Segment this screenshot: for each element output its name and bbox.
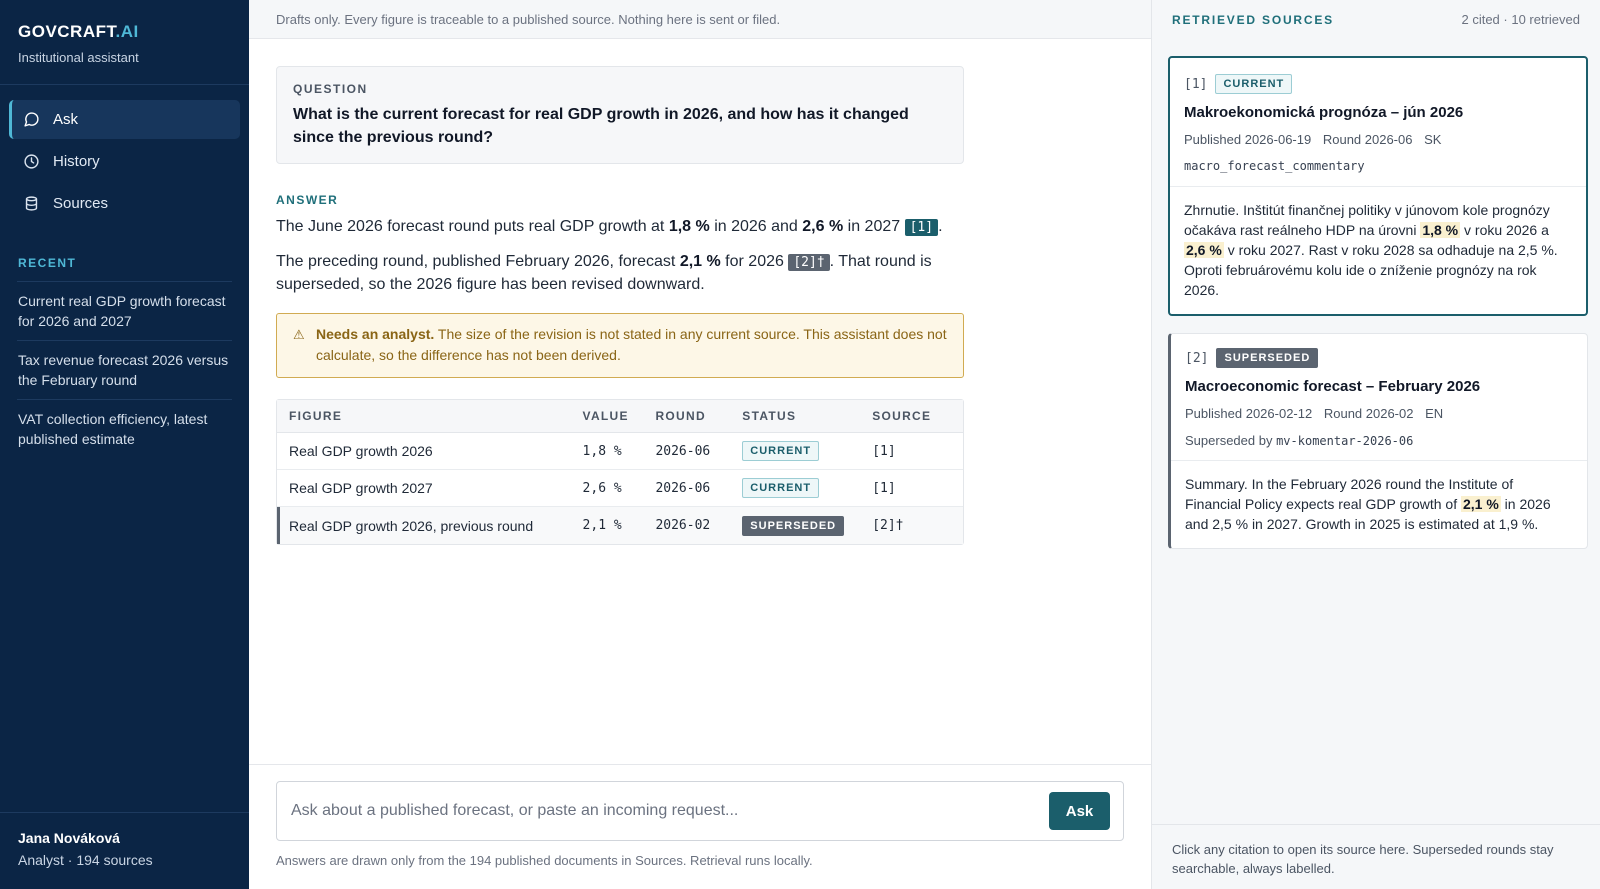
recent-item[interactable]: Tax revenue forecast 2026 versus the February round <box>17 340 232 399</box>
figures-table <box>276 399 964 545</box>
table-header-row <box>277 400 963 433</box>
sources-count: 2 cited · 10 retrieved <box>1461 12 1580 27</box>
value-cell: 2,6 % <box>571 470 644 507</box>
highlight: 2,6 % <box>1186 242 1222 258</box>
figure-cell: Real GDP growth 2027 <box>277 470 571 507</box>
status-cell <box>730 433 860 470</box>
question-input[interactable] <box>291 802 1049 820</box>
value-cell: 2,1 % <box>571 507 644 544</box>
brand <box>0 0 249 85</box>
main-panel <box>249 0 1151 889</box>
column-header: ROUND <box>643 400 730 433</box>
source-link[interactable]: [1] <box>860 433 963 470</box>
answer-value: 2,1 % <box>679 253 721 270</box>
composer-box <box>276 781 1124 841</box>
source-number: [2] <box>1185 350 1209 366</box>
sources-title: RETRIEVED SOURCES <box>1172 12 1334 27</box>
published-date: Published 2026-06-19 <box>1184 132 1312 147</box>
published-date: Published 2026-02-12 <box>1185 406 1313 421</box>
database-icon <box>23 195 40 212</box>
recent-list <box>0 281 249 458</box>
column-header: FIGURE <box>277 400 571 433</box>
source-card-header <box>1170 58 1586 187</box>
language-label: SK <box>1424 132 1442 147</box>
round-label: Round 2026-06 <box>1322 132 1413 147</box>
nav-item-label: Ask <box>53 111 79 128</box>
document-type: macro_forecast_commentary <box>1184 159 1365 173</box>
source-card-2[interactable] <box>1168 333 1588 549</box>
superseded-by-link[interactable]: mv-komentar-2026-06 <box>1276 434 1414 448</box>
recent-heading: RECENT <box>18 256 77 270</box>
question-box <box>276 66 964 164</box>
source-excerpt: Zhrnutie. Inštitút finančnej politiky v júnovom kole prognózy očakáva rast reálneho HDP na úrovni 1,8 % v roku 2026 a 2,6 % v roku 2027. Rast v roku 2028 sa odhaduje na 2,5 %. Oproti februárovému kolu ide o zníženie prognózy na rok 2026. <box>1184 202 1558 298</box>
source-card-header <box>1171 334 1587 461</box>
status-badge: SUPERSEDED <box>1216 348 1318 368</box>
highlight: 1,8 % <box>1422 222 1459 238</box>
user-profile[interactable] <box>0 812 249 889</box>
source-excerpt: Summary. In the February 2026 round the Institute of Financial Policy expects real GDP growth of 2,1 % in 2026 and 2,5 % in 2027. Growth in 2025 is estimated at 1,9 %. <box>1185 476 1551 532</box>
recent-item[interactable]: VAT collection efficiency, latest published estimate <box>17 399 232 458</box>
answer-value: 2,6 % <box>802 218 844 235</box>
answer-paragraph: The preceding round, published February 2026, forecast 2,1 % for 2026 [2]† . That round is superseded, so the 2026 figure has been revised downward. <box>276 253 932 293</box>
table-row <box>277 470 963 507</box>
column-header: SOURCE <box>860 400 963 433</box>
value-cell: 1,8 % <box>571 433 644 470</box>
answer-paragraph: The June 2026 forecast round puts real GDP growth at 1,8 % in 2026 and 2,6 % in 2027 [1] . <box>276 218 943 235</box>
answer-value: 1,8 % <box>668 218 710 235</box>
source-link[interactable]: [1] <box>860 470 963 507</box>
status-badge: CURRENT <box>742 478 819 498</box>
citation-2[interactable]: [2]† <box>788 254 829 271</box>
drafts-notice: Drafts only. Every figure is traceable to a published source. Nothing here is sent or filed. <box>249 0 1151 39</box>
nav-item-ask[interactable] <box>9 100 240 139</box>
nav-item-label: Sources <box>53 195 109 212</box>
brand-logo[interactable]: GOVCRAFT.AI <box>18 22 139 41</box>
sources-footer: Click any citation to open its source here. Superseded rounds stay searchable, always labelled. <box>1152 824 1600 889</box>
nav-item-sources[interactable] <box>9 184 240 223</box>
answer-label: ANSWER <box>276 193 339 207</box>
superseded-by: Superseded by mv-komentar-2026-06 <box>1185 433 1414 448</box>
warning-icon: ⚠ <box>293 327 305 342</box>
analyst-warning <box>276 313 964 378</box>
sidebar <box>0 0 249 889</box>
user-meta: Analyst · 194 sources <box>18 852 153 868</box>
column-header: VALUE <box>571 400 644 433</box>
language-label: EN <box>1425 406 1444 421</box>
question-text: What is the current forecast for real GDP growth in 2026, and how has it changed since the previous round? <box>293 106 909 146</box>
nav-item-history[interactable] <box>9 142 240 181</box>
status-cell <box>730 507 860 544</box>
round-cell: 2026-02 <box>643 507 730 544</box>
source-meta <box>1184 132 1572 147</box>
status-badge: CURRENT <box>742 441 819 461</box>
highlight: 2,1 % <box>1462 496 1499 512</box>
status-badge: CURRENT <box>1215 74 1292 94</box>
conversation <box>249 39 1151 545</box>
figure-cell: Real GDP growth 2026 <box>277 433 571 470</box>
round-cell: 2026-06 <box>643 433 730 470</box>
ask-button[interactable]: Ask <box>1049 792 1110 830</box>
round-label: Round 2026-02 <box>1323 406 1414 421</box>
sources-header <box>1152 0 1600 39</box>
column-header: STATUS <box>730 400 860 433</box>
nav-item-label: History <box>53 153 100 170</box>
source-link[interactable]: [2]† <box>860 507 963 544</box>
main-nav <box>0 85 249 223</box>
sources-panel <box>1151 0 1600 889</box>
chat-bubble-icon <box>23 111 40 128</box>
composer <box>249 764 1151 889</box>
user-name: Jana Nováková <box>18 830 120 846</box>
source-title: Macroeconomic forecast – February 2026 <box>1185 378 1481 395</box>
composer-note: Answers are drawn only from the 194 published documents in Sources. Retrieval runs locally. <box>276 853 813 868</box>
source-number: [1] <box>1184 76 1208 92</box>
source-card-1[interactable] <box>1168 56 1588 316</box>
brand-subtitle: Institutional assistant <box>18 50 139 65</box>
table-row <box>277 507 963 544</box>
round-cell: 2026-06 <box>643 470 730 507</box>
recent-item[interactable]: Current real GDP growth forecast for 2026 and 2027 <box>17 281 232 340</box>
figure-cell: Real GDP growth 2026, previous round <box>277 507 571 544</box>
citation-1[interactable]: [1] <box>905 219 938 236</box>
status-cell <box>730 470 860 507</box>
source-meta <box>1185 406 1573 421</box>
status-badge: SUPERSEDED <box>742 516 844 536</box>
table-row <box>277 433 963 470</box>
source-title: Makroekonomická prognóza – jún 2026 <box>1184 104 1464 121</box>
question-label: QUESTION <box>293 82 368 96</box>
warning-text: Needs an analyst. The size of the revision is not stated in any current source. This assistant does not calculate, so the difference has not been derived. <box>316 326 947 363</box>
clock-icon <box>23 153 40 170</box>
